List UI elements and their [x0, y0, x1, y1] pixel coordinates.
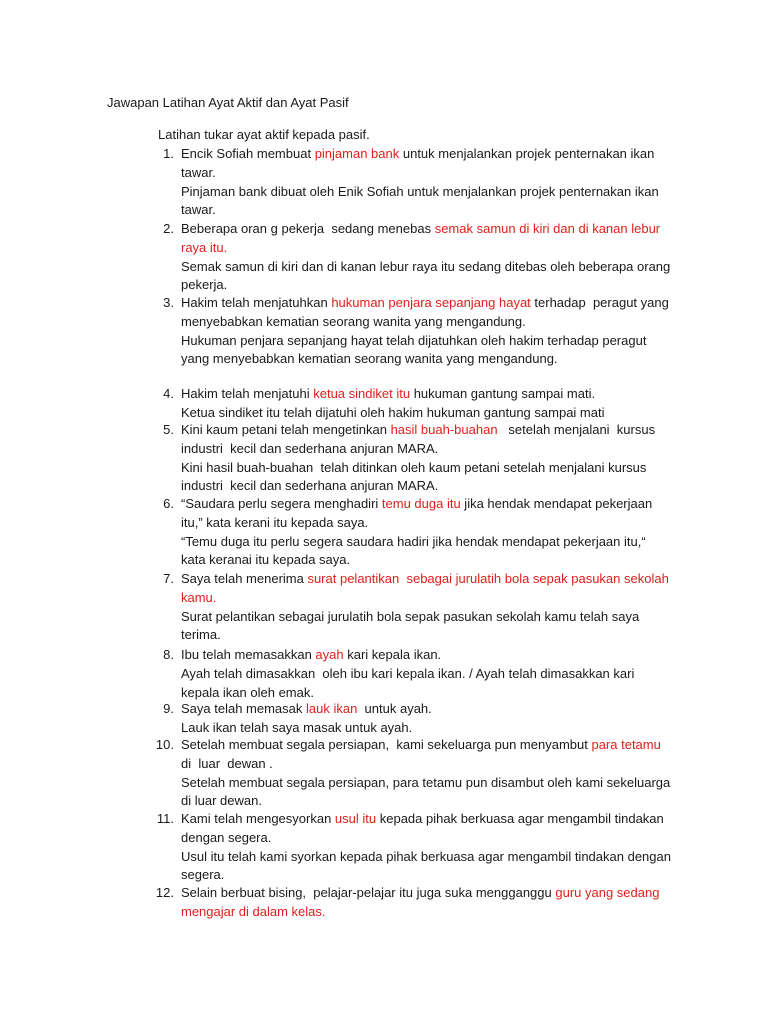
item-number: 7.: [163, 571, 174, 586]
text-line: [181, 626, 651, 645]
text-segment: setelah menjalani kursus: [497, 422, 656, 437]
text-line: [181, 477, 651, 496]
text-line: [181, 903, 651, 922]
text-segment: Hakim telah menjatuhkan: [181, 295, 332, 310]
text-line: [181, 719, 651, 738]
text-line: [181, 829, 651, 848]
text-segment: itu,” kata kerani itu kepada saya.: [181, 514, 369, 530]
text-line: [181, 459, 651, 478]
text-line: [181, 332, 651, 351]
text-segment: untuk menjalankan projek penternakan ikan: [399, 146, 655, 161]
text-line: [181, 755, 651, 774]
text-line: [181, 589, 651, 608]
text-segment: Ketua sindiket itu telah dijatuhi oleh hakim hukuman gantung sampai mati: [181, 404, 605, 420]
text-line: [181, 220, 661, 239]
text-segment: terhadap peragut yang: [530, 295, 669, 310]
text-segment: untuk ayah.: [357, 701, 432, 716]
text-line: [181, 866, 651, 885]
text-line: [181, 514, 651, 533]
highlighted-phrase: semak samun di kiri dan di kanan lebur: [434, 221, 661, 236]
text-line: [181, 164, 651, 183]
text-segment: kari kepala ikan.: [343, 647, 442, 662]
item-text: [181, 220, 671, 295]
text-line: [181, 551, 651, 570]
text-segment: Setelah membuat segala persiapan, para tetamu pun disambut oleh kami sekeluarga: [181, 774, 671, 790]
text-segment: “Saudara perlu segera menghadiri: [181, 496, 382, 511]
text-segment: Pinjaman bank dibuat oleh Enik Sofiah untuk menjalankan projek penternakan ikan: [181, 183, 659, 199]
text-line: [181, 495, 651, 514]
item-number: 8.: [163, 647, 174, 662]
text-segment: pekerja.: [181, 277, 228, 293]
text-segment: Setelah membuat segala persiapan, kami sekeluarga pun menyambut: [181, 737, 592, 752]
highlighted-phrase: lauk ikan: [306, 701, 358, 716]
item-text: [181, 421, 656, 496]
text-segment: terima.: [181, 627, 221, 643]
text-line: [181, 570, 669, 589]
document-title: Jawapan Latihan Ayat Aktif dan Ayat Pasif: [107, 95, 349, 110]
highlighted-phrase: mengajar di dalam kelas.: [181, 903, 326, 919]
text-segment: kepada pihak berkuasa agar mengambil tindakan: [376, 811, 664, 826]
text-segment: Saya telah memasak: [181, 701, 307, 716]
item-text: [181, 736, 671, 811]
item-text: [181, 495, 651, 570]
text-segment: jika hendak mendapat pekerjaan: [460, 496, 653, 511]
highlighted-phrase: ayah: [315, 647, 344, 662]
highlighted-phrase: para tetamu: [591, 737, 661, 752]
highlighted-phrase: guru yang sedang: [555, 885, 660, 900]
text-segment: Ayah telah dimasakkan oleh ibu kari kepala ikan. / Ayah telah dimasakkan kari: [181, 665, 635, 681]
text-line: [181, 183, 659, 202]
text-segment: Kami telah mengesyorkan: [181, 811, 335, 826]
item-number: 5.: [163, 422, 174, 437]
text-line: [181, 736, 661, 755]
text-segment: menyebabkan kematian seorang wanita yang mengandung.: [181, 313, 526, 329]
highlighted-phrase: ketua sindiket itu: [313, 386, 411, 401]
text-segment: Encik Sofiah membuat: [181, 146, 315, 161]
text-line: [181, 421, 656, 440]
text-segment: dengan segera.: [181, 829, 272, 845]
text-line: [181, 258, 671, 277]
text-segment: yang menyebabkan kematian seorang wanita yang mengandung.: [181, 351, 558, 367]
text-segment: Kini hasil buah-buahan telah ditinkan oleh kaum petani setelah menjalani kursus: [181, 459, 647, 475]
text-segment: Hakim telah menjatuhi: [181, 386, 314, 401]
text-segment: industri kecil dan sederhana anjuran MARA.: [181, 478, 439, 494]
item-text: [181, 145, 659, 220]
text-segment: tawar.: [181, 202, 216, 218]
text-segment: Semak samun di kiri dan di kanan lebur raya itu sedang ditebas oleh beberapa orang: [181, 258, 671, 274]
text-segment: kata keranai itu kepada saya.: [181, 552, 351, 568]
item-text: [181, 294, 669, 369]
highlighted-phrase: temu duga itu: [381, 496, 461, 511]
text-line: [181, 700, 651, 719]
item-text: [181, 385, 651, 423]
text-segment: di luar dewan .: [181, 755, 273, 771]
text-line: [181, 350, 651, 369]
text-segment: Saya telah menerima: [181, 571, 308, 586]
text-segment: Usul itu telah kami syorkan kepada pihak berkuasa agar mengambil tindakan dengan: [181, 848, 671, 864]
text-line: [181, 810, 664, 829]
item-number: 12.: [155, 885, 174, 900]
text-segment: tawar.: [181, 164, 216, 180]
highlighted-phrase: kamu.: [181, 589, 217, 605]
text-line: [181, 385, 651, 404]
text-line: [181, 145, 655, 164]
text-segment: Ibu telah memasakkan: [181, 647, 316, 662]
item-text: [181, 646, 651, 702]
item-number: 9.: [163, 701, 174, 716]
text-segment: Beberapa oran g pekerja sedang menebas: [181, 221, 435, 236]
highlighted-phrase: hukuman penjara sepanjang hayat: [331, 295, 531, 310]
text-line: [181, 404, 651, 423]
text-segment: Selain berbuat bising, pelajar-pelajar itu juga suka mengganggu: [181, 885, 556, 900]
text-segment: Surat pelantikan sebagai jurulatih bola sepak pasukan sekolah kamu telah saya: [181, 608, 640, 624]
item-text: [181, 700, 651, 738]
item-text: [181, 810, 671, 885]
text-segment: di luar dewan.: [181, 793, 262, 809]
text-line: [181, 646, 651, 665]
highlighted-phrase: raya itu.: [181, 239, 228, 255]
text-line: [181, 848, 671, 867]
text-line: [181, 665, 651, 684]
item-number: 2.: [163, 221, 174, 236]
text-segment: industri kecil dan sederhana anjuran MARA.: [181, 440, 439, 456]
text-segment: kepala ikan oleh emak.: [181, 684, 314, 700]
text-line: [181, 201, 651, 220]
text-line: [181, 884, 660, 903]
text-line: [181, 239, 651, 258]
text-segment: “Temu duga itu perlu segera saudara hadiri jika hendak mendapat pekerjaan itu,“: [181, 533, 646, 549]
highlighted-phrase: pinjaman bank: [314, 146, 400, 161]
exercise-instruction: Latihan tukar ayat aktif kepada pasif.: [158, 127, 370, 142]
text-line: [181, 440, 651, 459]
highlighted-phrase: surat pelantikan sebagai jurulatih bola sepak pasukan sekolah: [307, 571, 669, 586]
text-segment: Kini kaum petani telah mengetinkan: [181, 422, 391, 437]
text-segment: hukuman gantung sampai mati.: [410, 386, 596, 401]
item-text: [181, 570, 669, 645]
text-segment: segera.: [181, 867, 225, 883]
highlighted-phrase: hasil buah-buahan: [390, 422, 498, 437]
item-number: 6.: [163, 496, 174, 511]
text-line: [181, 533, 651, 552]
item-number: 4.: [163, 386, 174, 401]
item-number: 11.: [156, 811, 174, 826]
highlighted-phrase: usul itu: [334, 811, 377, 826]
item-number: 1.: [163, 146, 174, 161]
text-line: [181, 294, 669, 313]
item-number: 3.: [163, 295, 174, 310]
item-text: [181, 884, 660, 922]
text-line: [181, 313, 651, 332]
item-number: 10.: [155, 737, 174, 752]
text-line: [181, 774, 671, 793]
text-segment: Lauk ikan telah saya masak untuk ayah.: [181, 719, 413, 735]
text-line: [181, 608, 651, 627]
text-segment: Hukuman penjara sepanjang hayat telah dijatuhkan oleh hakim terhadap peragut: [181, 332, 647, 348]
text-line: [181, 792, 651, 811]
text-line: [181, 276, 651, 295]
